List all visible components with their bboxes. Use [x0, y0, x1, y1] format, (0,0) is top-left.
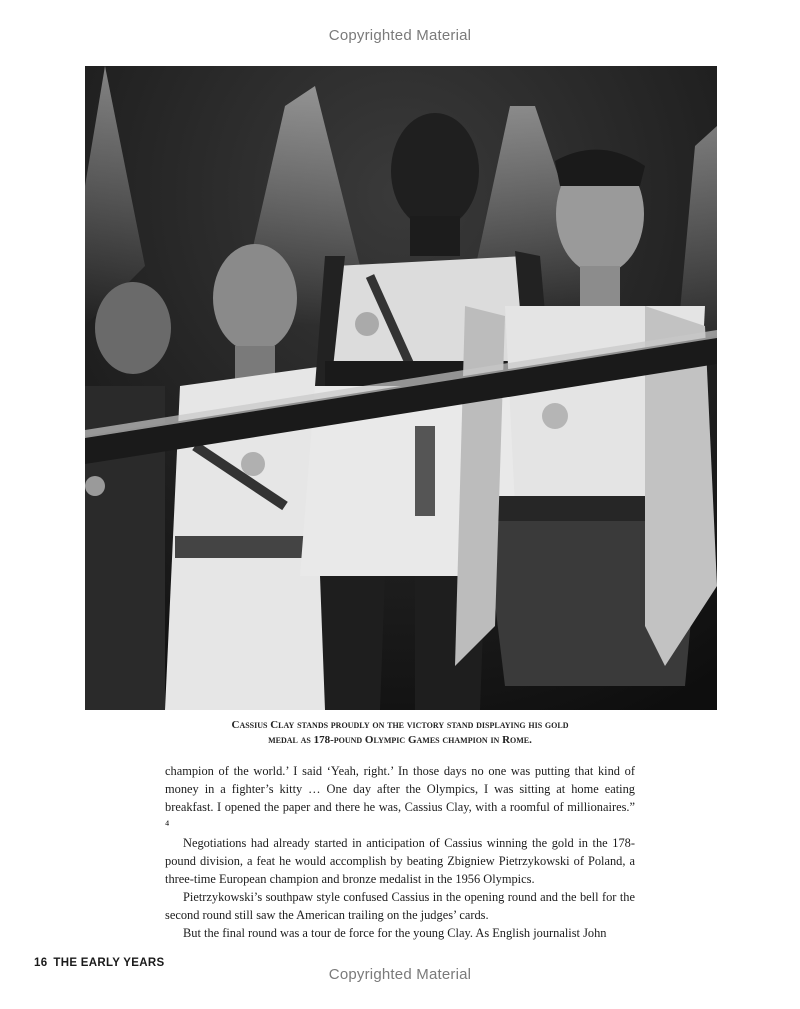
paragraph-3: Pietrzykowski’s southpaw style confused Cassius in the opening round and the bell for the second round still saw the American trailing on the judges’ cards. [165, 890, 635, 922]
paragraph-2: Negotiations had already started in anticipation of Cassius winning the gold in the 178-pound division, a feat he would accomplish by beating Zbigniew Pietrzykowski of Poland, a three-time European champion and bronze medalist in the 1956 Olympics. [165, 836, 635, 886]
copyright-watermark-bottom: Copyrighted Material [328, 966, 472, 983]
section-title: THE EARLY YEARS [53, 957, 165, 969]
page-number: 16 [34, 957, 48, 969]
copyright-watermark-top: Copyrighted Material [328, 27, 472, 44]
paragraph-1: champion of the world.’ I said ‘Yeah, right.’ In those days no one was putting that kind of money in a fighter’s kitty … One day after the Olympics, I was sitting at home eating breakfast. I opened the paper and there he was, Cassius Clay, with a roomful of millionaires.” ⁴ [165, 764, 635, 832]
caption-line-2: medal as 178-pound Olympic Games champion in Rome. [268, 734, 532, 746]
photo-olympic-podium [85, 66, 717, 710]
photo-illustration [85, 66, 717, 710]
photo-caption [160, 718, 640, 748]
article-body [165, 762, 635, 942]
paragraph-4: But the final round was a tour de force for the young Clay. As English journalist John [183, 926, 607, 940]
caption-line-1: Cassius Clay stands proudly on the victory stand displaying his gold [231, 719, 569, 731]
